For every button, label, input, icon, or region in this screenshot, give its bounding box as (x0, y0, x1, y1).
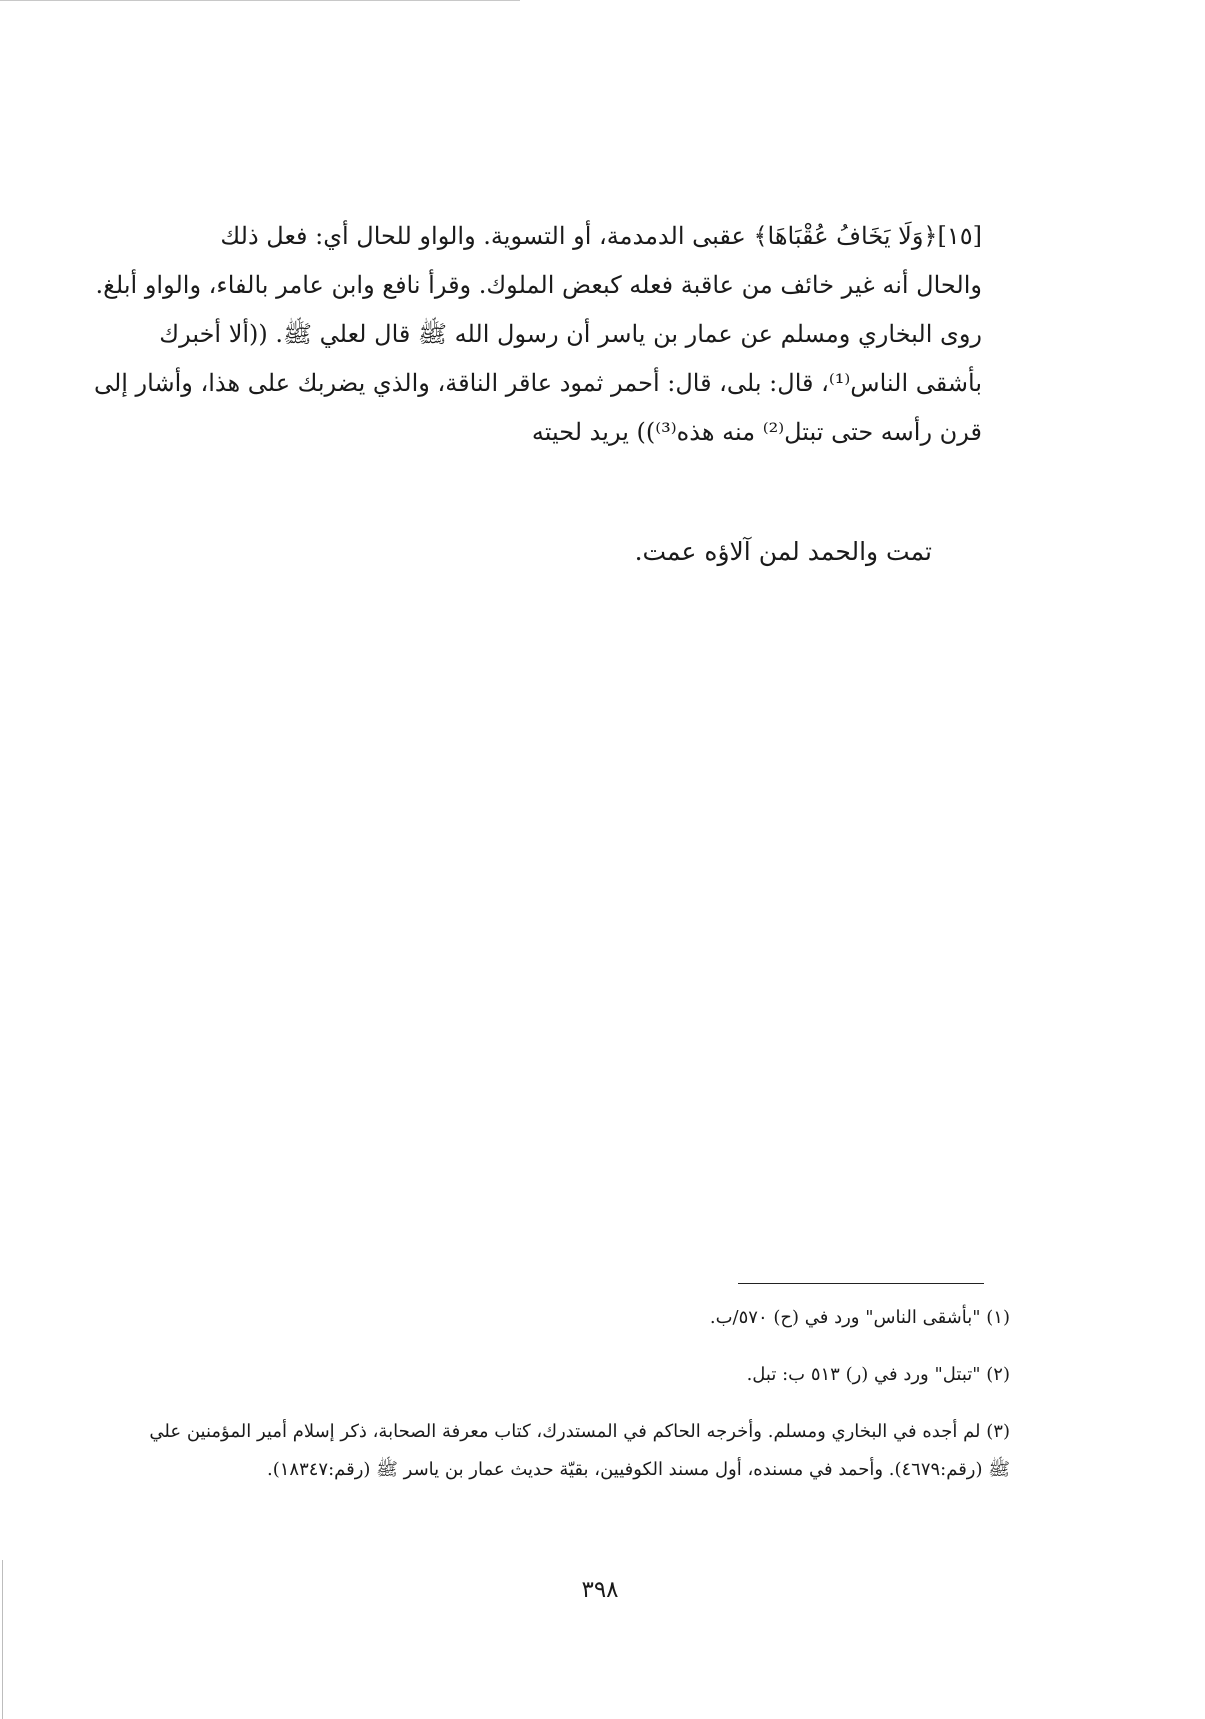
scan-edge-left (2, 1560, 3, 1719)
text-line-5: قرن رأسه حتى تبتل⁽²⁾ منه هذه⁽³⁾)) يريد لحيته (531, 418, 982, 446)
page-number: ٣٩٨ (581, 1577, 619, 1603)
text-line-3: روى البخاري ومسلم عن عمار بن ياسر أن رسول الله ﷺ قال لعلي ﷺ. ((ألا أخبرك (159, 320, 982, 348)
footnote-3-line-1: (٣) لم أجده في البخاري ومسلم. وأخرجه الحاكم في المستدرك، كتاب معرفة الصحابة، ذكر إسلام أمير المؤمنين علي (149, 1421, 1010, 1442)
footnote-3-line-2: ﷺ (رقم:٤٦٧٩). وأحمد في مسنده، أول مسند الكوفيين، بقيّة حديث عمار بن ياسر ﷺ (رقم:١٨٣٤٧). (267, 1459, 1010, 1480)
scan-edge-top (0, 0, 520, 1)
main-text (92, 212, 982, 457)
footnote-2: (٢) "تبتل" ورد في (ر) ٥١٣ ب: تبل. (746, 1364, 1010, 1385)
footnote-3 (149, 1413, 1010, 1489)
text-line-2: والحال أنه غير خائف من عاقبة فعله كبعض الملوك. وقرأ نافع وابن عامر بالفاء، والواو أبلغ. (95, 271, 982, 299)
text-line-1: [١٥]﴿وَلَا يَخَافُ عُقْبَاهَا﴾ عقبى الدمدمة، أو التسوية. والواو للحال أي: فعل ذلك (220, 222, 982, 250)
text-line-4: بأشقى الناس⁽¹⁾، قال: بلى، قال: أحمر ثمود عاقر الناقة، والذي يضربك على هذا، وأشار إلى (93, 369, 982, 397)
footnote-1: (١) "بأشقى الناس" ورد في (ح) ٥٧٠/ب. (709, 1307, 1010, 1328)
footnote-separator (738, 1283, 984, 1284)
closing-line: تمت والحمد لمن آلاؤه عمت. (634, 537, 932, 566)
